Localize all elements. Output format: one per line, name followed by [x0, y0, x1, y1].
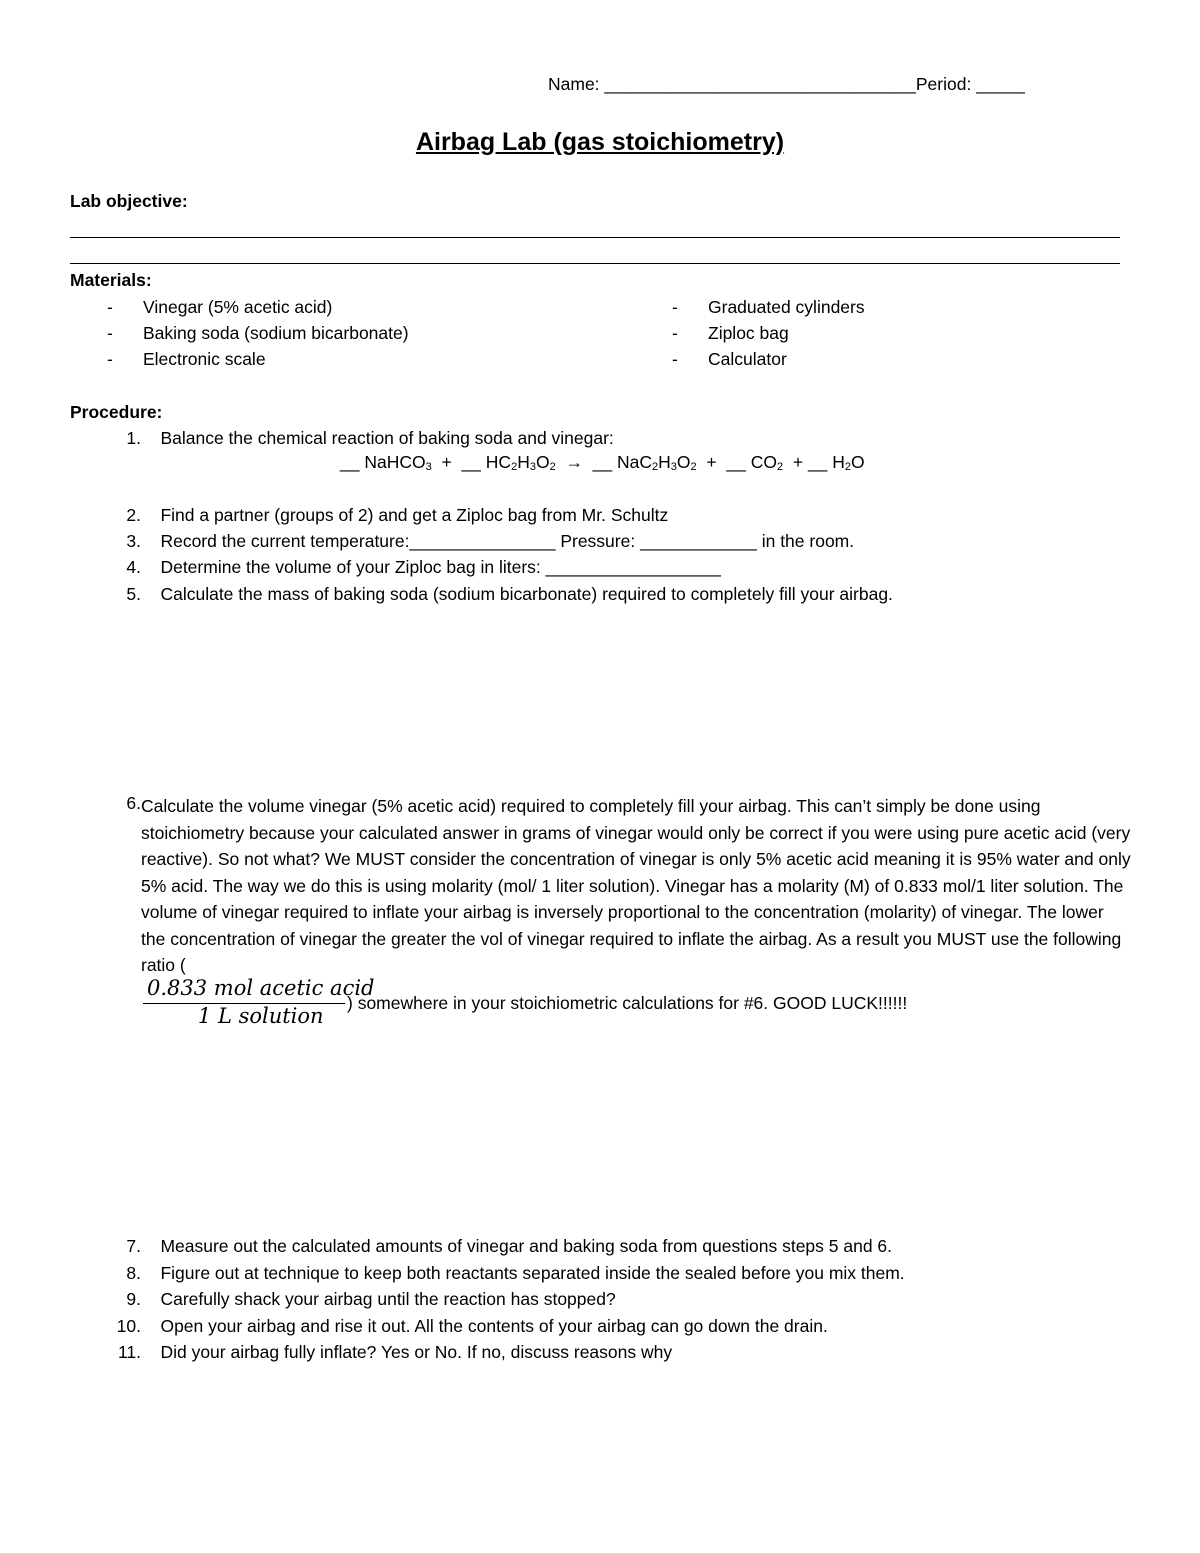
step-number: 7.: [126, 1236, 141, 1256]
material-item: [672, 323, 789, 344]
procedure-step: [105, 428, 614, 449]
dash: -: [107, 297, 113, 317]
dash: -: [672, 349, 678, 369]
dash: -: [672, 297, 678, 317]
procedure-step: [105, 1289, 616, 1310]
step-number: 1.: [126, 428, 141, 448]
material-item: [107, 297, 332, 318]
materials-label: Materials:: [70, 270, 152, 290]
procedure-step: [105, 505, 668, 526]
material-text: Calculator: [708, 349, 787, 369]
period-blank: _____: [976, 74, 1025, 94]
objective-label: Lab objective:: [70, 191, 188, 211]
step-number: 3.: [126, 531, 141, 551]
procedure-step: [105, 584, 893, 605]
procedure-step: [105, 1263, 905, 1284]
material-item: [672, 349, 787, 370]
step-6-after-text: ) somewhere in your stoichiometric calculations for #6. GOOD LUCK!!!!!!: [347, 993, 908, 1013]
material-text: Ziploc bag: [708, 323, 789, 343]
step-number: 5.: [126, 584, 141, 604]
step-text: Open your airbag and rise it out. All the contents of your airbag can go down the drain.: [160, 1316, 828, 1336]
material-text: Graduated cylinders: [708, 297, 865, 317]
step-number: 11.: [117, 1342, 141, 1362]
material-item: [672, 297, 865, 318]
name-blank: ________________________________: [604, 74, 916, 94]
period-label: Period:: [915, 74, 972, 94]
objective-blank-line-1: [70, 237, 1120, 238]
procedure-label: Procedure:: [70, 402, 163, 422]
procedure-step: [105, 1316, 828, 1337]
material-text: Vinegar (5% acetic acid): [143, 297, 333, 317]
step-text: Figure out at technique to keep both reactants separated inside the sealed before you mix them.: [160, 1263, 905, 1283]
step-text: Record the current temperature:_______________ Pressure: ____________ in the room.: [160, 531, 855, 551]
material-text: Baking soda (sodium bicarbonate): [143, 323, 409, 343]
step-text: Find a partner (groups of 2) and get a Ziploc bag from Mr. Schultz: [160, 505, 669, 525]
step-text: Did your airbag fully inflate? Yes or No. If no, discuss reasons why: [160, 1342, 673, 1362]
molarity-fraction: [143, 976, 378, 1028]
procedure-step: [105, 1342, 672, 1363]
dash: -: [107, 323, 113, 343]
page-title: Airbag Lab (gas stoichiometry): [415, 128, 785, 156]
step-text: Balance the chemical reaction of baking soda and vinegar:: [160, 428, 614, 448]
step-number: 10.: [116, 1316, 141, 1336]
step-number: 2.: [126, 505, 141, 525]
objective-blank-line-2: [70, 263, 1120, 264]
dash: -: [672, 323, 678, 343]
step-number: 6.: [126, 793, 141, 813]
chemical-equation: __ NaHCO$_3$ + __ $HC_2H_3O_2$ → __ $NaC_2H_3O_2$ + __ $CO_2$ + __ $H_2O$: [340, 452, 865, 473]
material-item: [107, 323, 409, 344]
material-text: Electronic scale: [143, 349, 266, 369]
step-number: 4.: [126, 557, 141, 577]
material-item: [107, 349, 266, 370]
name-period-line: [548, 74, 1025, 95]
procedure-step: [105, 557, 721, 578]
dash: -: [107, 349, 113, 369]
step-number: 8.: [126, 1263, 141, 1283]
arrow-icon: →: [565, 452, 583, 472]
step-text: Measure out the calculated amounts of vinegar and baking soda from questions steps 5 and 6.: [160, 1236, 893, 1256]
step-text: Determine the volume of your Ziploc bag in liters: __________________: [160, 557, 721, 577]
step-6-text: Calculate the volume vinegar (5% acetic acid) required to completely fill your airbag. This can’t simply be done using stoichiometry because your calculated answer in grams of vinegar would only be correct if you were using pure acetic acid (very reactive). So not what? We MUST consider the concentration of vinegar is only 5% acetic acid meaning it is 95% water and only 5% acid. The way we do this is using molarity (mol/ 1 liter solution). Vinegar has a molarity (M) of 0.833 mol/1 liter solution. The volume of vinegar required to inflate your airbag is inversely proportional to the concentration (molarity) of vinegar. The lower the concentration of vinegar the greater the vol of vinegar required to inflate the airbag. As a result you MUST use the following ratio (: [141, 796, 1131, 975]
fraction-denominator: 1 L solution: [197, 1004, 324, 1028]
step-number: 9.: [126, 1289, 141, 1309]
procedure-step: [105, 1236, 892, 1257]
step-text: Carefully shack your airbag until the reaction has stopped?: [160, 1289, 616, 1309]
step-text: Calculate the mass of baking soda (sodium bicarbonate) required to completely fill your airbag.: [160, 584, 893, 604]
procedure-step: [105, 531, 854, 552]
name-label: Name:: [548, 74, 600, 94]
fraction-numerator: 0.833 mol acetic acid: [147, 976, 375, 1000]
